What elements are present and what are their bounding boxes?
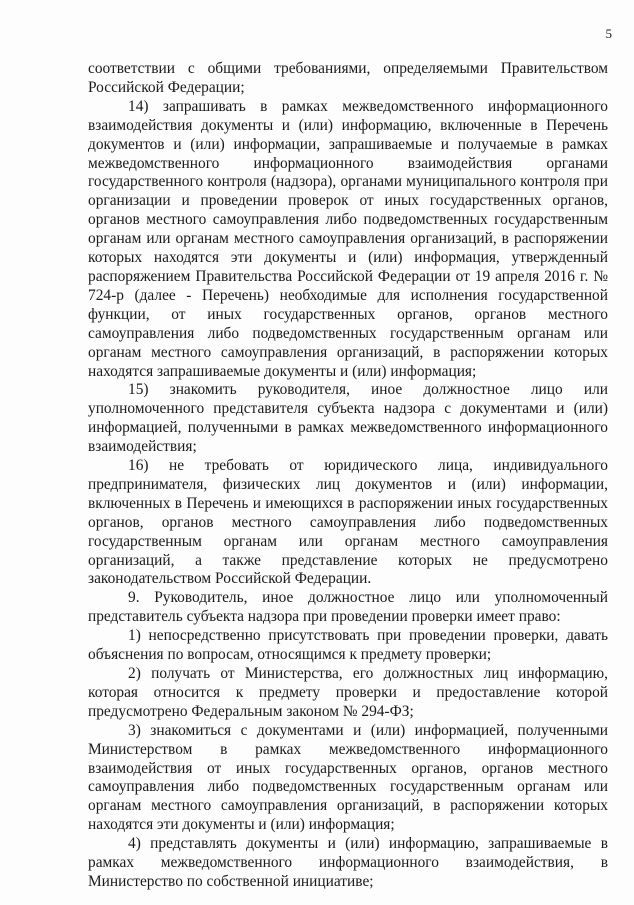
paragraph-item-16: 16) не требовать от юридического лица, индивидуального предпринимателя, физических лиц документов и (или) информации, включенных в Перечень и имеющихся в распоряжении иных государственных органов, органов местного самоуправления либо подведомственных государственным органам или органам местного самоуправления организаций, а также представление которых не предусмотрено законодательством Российской Федерации. xyxy=(88,457,608,588)
page-number: 5 xyxy=(605,26,612,41)
paragraph-right-1: 1) непосредственно присутствовать при проведении проверки, давать объяснения по вопросам, относящимся к предмету проверки; xyxy=(88,627,608,664)
paragraph-right-4: 4) представлять документы и (или) информацию, запрашиваемые в рамках межведомственного информационного взаимодействия, в Министерство по собственной инициативе; xyxy=(88,835,608,890)
paragraph-item-15: 15) знакомить руководителя, иное должностное лицо или уполномоченного представителя субъекта надзора с документами и (или) информацией, полученными в рамках межведомственного информационного взаимодействия; xyxy=(88,381,608,456)
paragraph-right-3: 3) знакомиться с документами и (или) информацией, полученными Министерством в рамках межведомственного информационного взаимодействия от иных государственных органов, органов местного самоуправления либо подведомственных государственным органам или органам местного самоуправления организаций, в распоряжении которых находятся эти документы и (или) информация; xyxy=(88,721,608,834)
paragraph-continuation: соответствии с общими требованиями, определяемыми Правительством Российской Федерации; xyxy=(88,60,608,96)
paragraph-right-2: 2) получать от Министерства, его должностных лиц информацию, которая относится к предмету проверки и предоставление которой предусмотрено Федеральным законом № 294-ФЗ; xyxy=(88,665,608,720)
paragraph-item-14: 14) запрашивать в рамках межведомственного информационного взаимодействия документы и (или) информацию, включенные в Перечень документов и (или) информации, запрашиваемые и получаемые в рамках межведомственного информационного взаимодействия органами государственного контроля (надзора), органами муниципального контроля при организации и проведении проверок от иных государственных органов, органов местного самоуправления либо подведомственных государственным органам или органам местного самоуправления организаций, в распоряжении которых находятся эти документы и (или) информация, утвержденный распоряжением Правительства Российской Федерации от 19 апреля 2016 г. № 724-р (далее - Перечень) необходимые для исполнения государственной функции, от иных государственных органов, органов местного самоуправления либо подведомственных государственным органам или органам местного самоуправления организаций, в распоряжении которых находятся запрашиваемые документы и (или) информация; xyxy=(88,97,608,380)
document-body xyxy=(88,60,608,892)
paragraph-section-9: 9. Руководитель, иное должностное лицо или уполномоченный представитель субъекта надзора при проведении проверки имеет право: xyxy=(88,589,608,626)
